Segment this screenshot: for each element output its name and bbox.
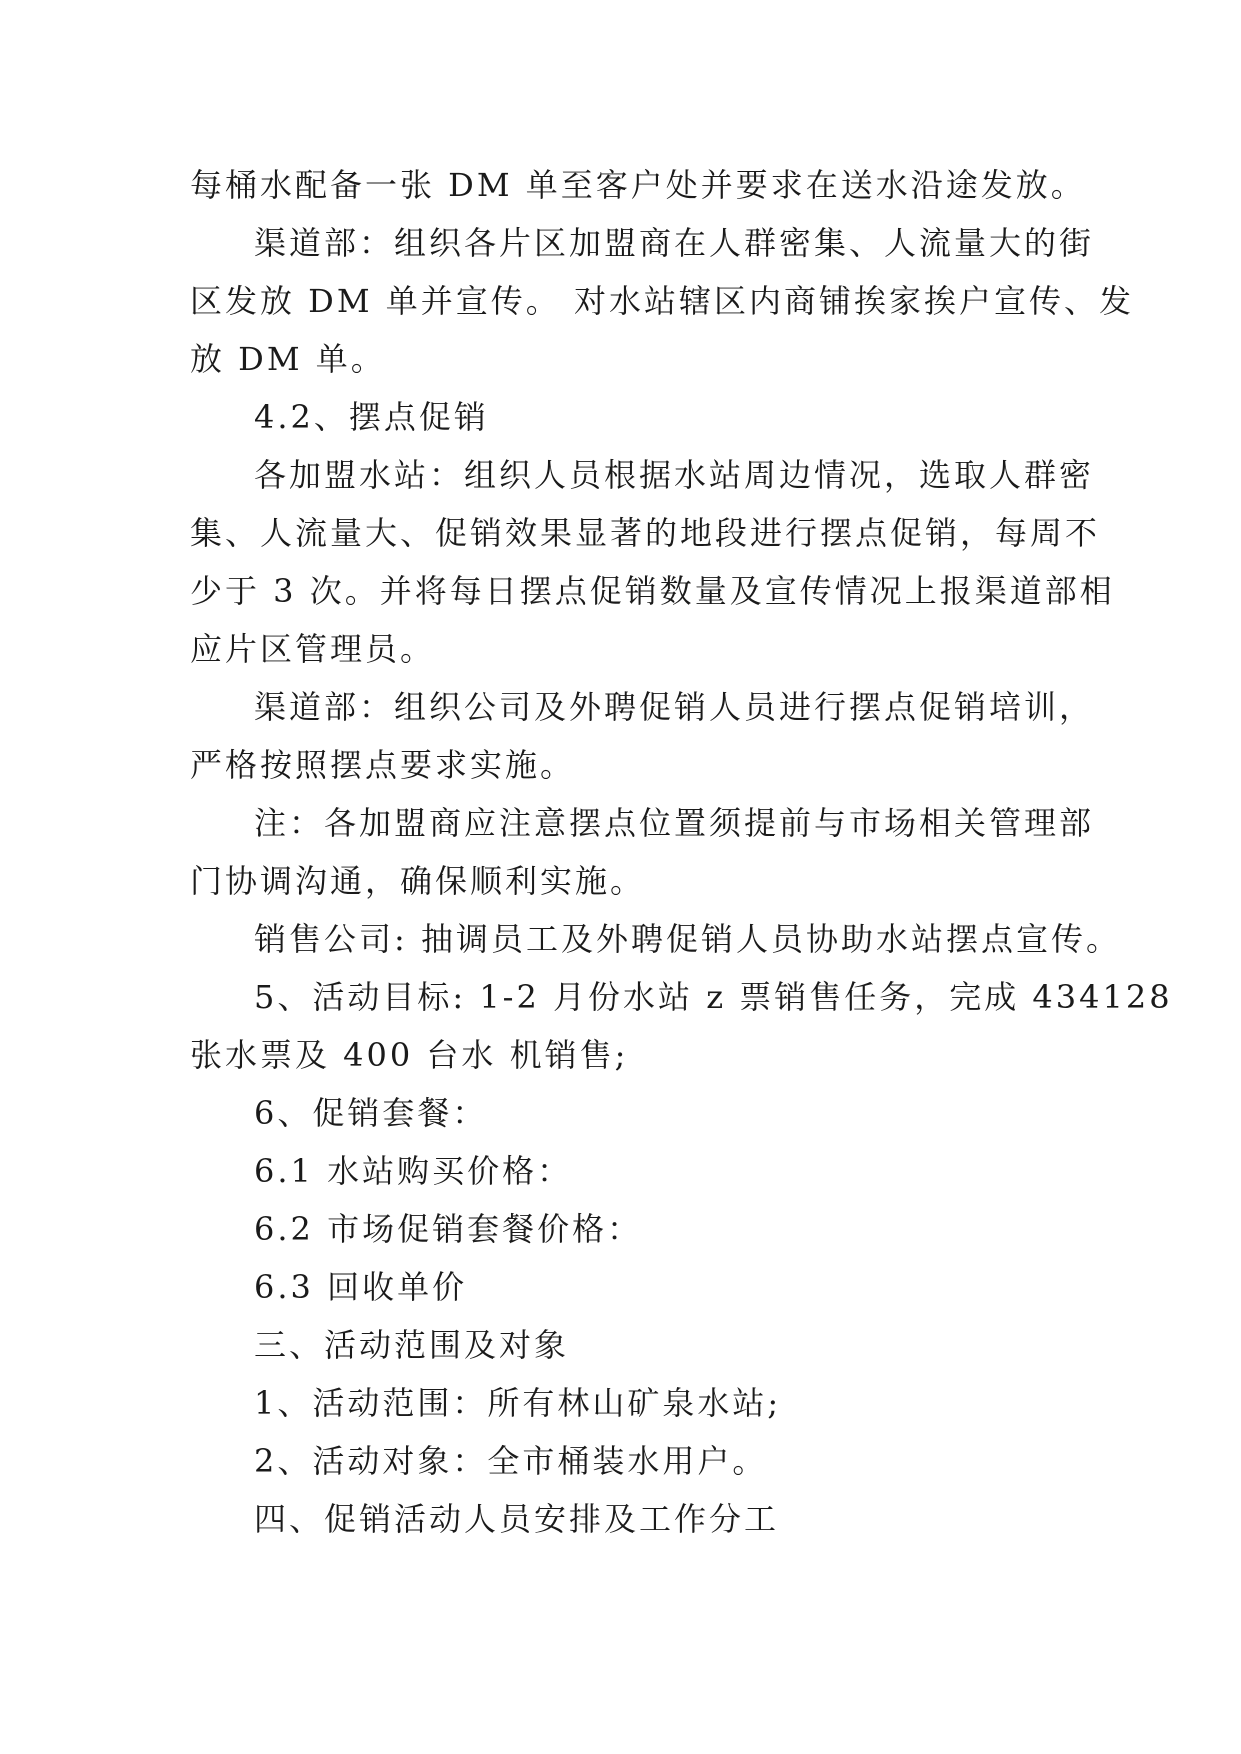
- text-line: 销售公司: 抽调员工及外聘促销人员协助水站摆点宣传。: [254, 920, 1121, 958]
- text-line: 6.3 回收单价: [254, 1268, 468, 1306]
- text-line: 每桶水配备一张 DM 单至客户处并要求在送水沿途发放。: [190, 166, 1086, 204]
- text-line: 渠道部：组织各片区加盟商在人群密集、人流量大的街: [254, 224, 1095, 262]
- document-body: [190, 156, 1173, 1548]
- text-line: 6.2 市场促销套餐价格：: [254, 1210, 643, 1248]
- text-line: 渠道部：组织公司及外聘促销人员进行摆点促销培训，: [254, 688, 1095, 726]
- text-line: 张水票及 400 台水 机销售;: [190, 1036, 629, 1074]
- text-line: 门协调沟通，确保顺利实施。: [190, 862, 646, 900]
- text-line: 各加盟水站：组织人员根据水站周边情况，选取人群密: [254, 456, 1095, 494]
- text-line: 6.1 水站购买价格：: [254, 1152, 573, 1190]
- text-line: 放 DM 单。: [190, 340, 386, 378]
- text-line: 注：各加盟商应注意摆点位置须提前与市场相关管理部: [254, 804, 1095, 842]
- text-line: 2、活动对象：全市桶装水用户。: [254, 1442, 768, 1480]
- text-line: 三、活动范围及对象: [254, 1326, 570, 1364]
- text-line: 集、人流量大、促销效果显著的地段进行摆点促销，每周不: [190, 514, 1101, 552]
- text-line: 4.2、摆点促销: [254, 398, 489, 436]
- text-line: 应片区管理员。: [190, 630, 436, 668]
- text-line: 6、促销套餐：: [254, 1094, 488, 1132]
- text-line: 1、活动范围：所有林山矿泉水站;: [254, 1384, 782, 1422]
- text-line: 严格按照摆点要求实施。: [190, 746, 576, 784]
- text-line: 少于 3 次。并将每日摆点促销数量及宣传情况上报渠道部相: [190, 572, 1115, 610]
- text-line: 区发放 DM 单并宣传。 对水站辖区内商铺挨家挨户宣传、发: [190, 282, 1134, 320]
- text-line: 5、活动目标: 1-2 月份水站 z 票销售任务，完成 434128: [254, 978, 1173, 1016]
- text-line: 四、促销活动人员安排及工作分工: [254, 1500, 780, 1538]
